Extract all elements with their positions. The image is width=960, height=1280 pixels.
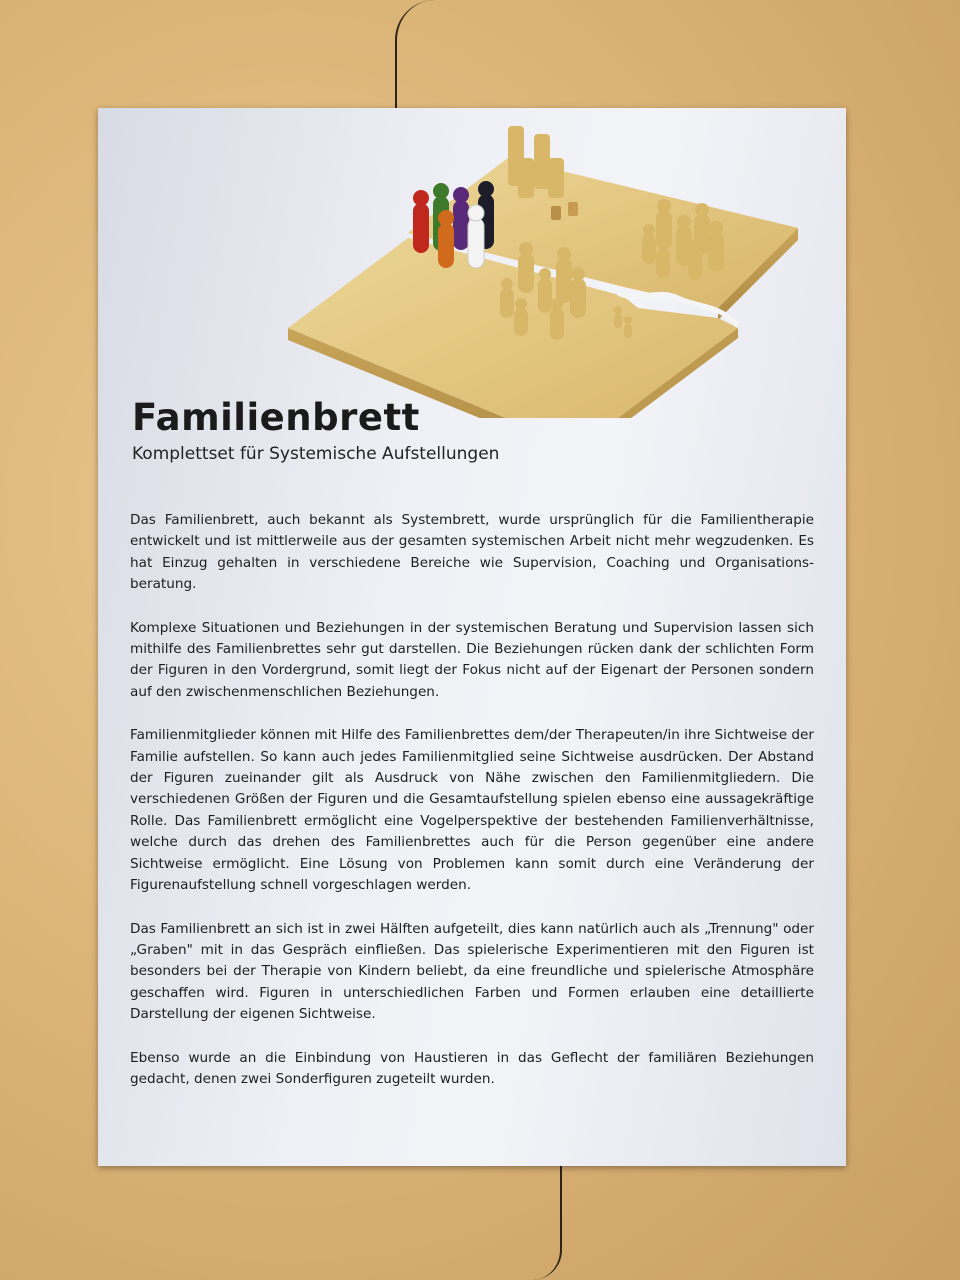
family-board-photo: [278, 118, 818, 418]
document-subtitle: Komplettset für Systemische Aufstellungen: [132, 444, 500, 464]
table-edge-line-top: [395, 0, 437, 120]
paragraph-5: Ebenso wurde an die Einbindung von Haustieren in das Geflecht der familiären Beziehungen gedacht, denen zwei Sonderfiguren zugeteilt wurden.: [130, 1049, 814, 1087]
table-edge-line-bottom: [530, 1165, 562, 1280]
paragraph-1: Das Familienbrett, auch bekannt als Systembrett, wurde ursprünglich für die Familientherapie entwickelt und ist mittlerweile aus der gesamten systemischen Arbeit nicht mehr wegzudenken. Es hat Einzug gehalten in verschiedene Bereiche wie Supervision, Coaching und Organisations-beratung.: [130, 512, 814, 593]
document-body: [130, 510, 814, 1112]
document-title: Familienbrett: [132, 396, 420, 439]
paragraph-4: Das Familienbrett an sich ist in zwei Hälften aufgeteilt, dies kann natürlich auch als „Trennung" oder „Graben" mit in das Gespräch einfließen. Das spielerische Experimentieren mit den Figuren ist besonders bei der Therapie von Kindern beliebt, da eine freundliche und spielerische Atmosphäre geschaffen wird. Figuren in unterschiedlichen Farben und Formen erlauben eine detaillierte Darstellung der eigenen Sichtweise.: [130, 920, 814, 1023]
paper-sheet: [98, 108, 846, 1166]
paragraph-3: Familienmitglieder können mit Hilfe des Familienbrettes dem/der Therapeuten/in ihre Sichtweise der Familie aufstellen. So kann auch jedes Familienmitglied seine Sichtweise ausdrücken. Der Abstand der Figuren zueinander gilt als Ausdruck von Nähe zwischen den Familienmitgliedern. Die verschiedenen Größen der Figuren und die Gesamtaufstellung spielen ebenso eine aussagekräftige Rolle. Das Familienbrett ermöglicht eine Vogelperspektive der bestehenden Familienverhältnisse, welche durch das drehen des Familienbrettes auch für die Person gegenüber eine andere Sichtweise ermöglicht. Eine Lösung von Problemen kann somit durch eine Veränderung der Figurenaufstellung schnell vorgeschlagen werden.: [130, 727, 814, 894]
paragraph-2: Komplexe Situationen und Beziehungen in der systemischen Beratung und Supervision lassen sich mithilfe des Familienbrettes sehr gut darstellen. Die Beziehungen rücken dank der schlichten Form der Figuren in den Vordergrund, somit liegt der Fokus nicht auf der Eigenart der Personen sondern auf den zwischenmenschlichen Beziehungen.: [130, 619, 814, 700]
